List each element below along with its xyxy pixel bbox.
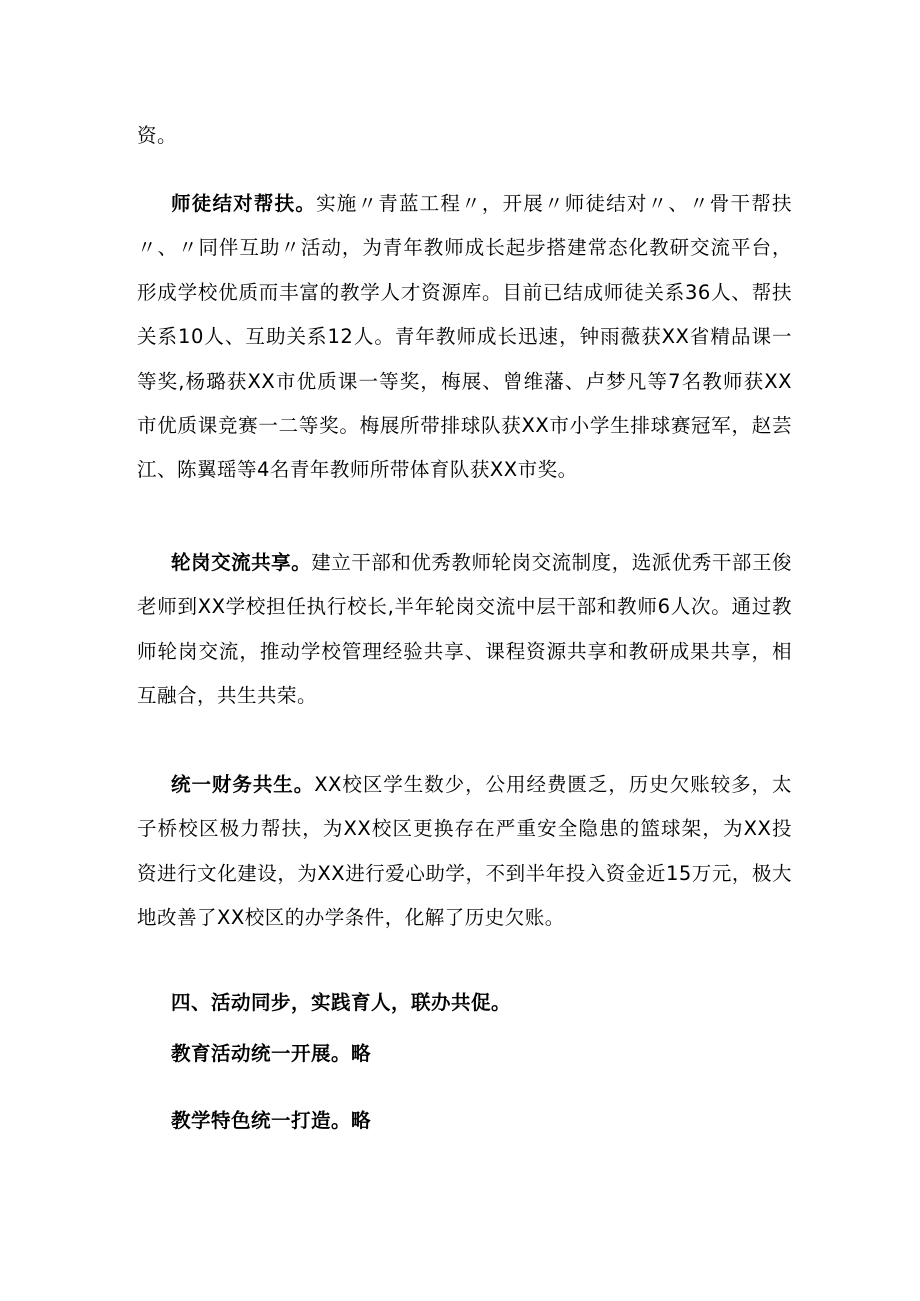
subheading-education-activities: 教育活动统一开展。略 (171, 1042, 372, 1065)
paragraph-rotation (137, 541, 792, 719)
paragraph-text: XX校区学生数少，公用经费匮乏，历史欠账较多，太子桥校区极力帮扶，为XX校区更换存在严重安全隐患的篮球架，为XX投资进行文化建设，为XX进行爱心助学，不到半年投入资金近15万元，极大地改善了XX校区的办学条件，化解了历史欠账。 (137, 773, 792, 930)
paragraph-lead: 师徒结对帮扶。 (171, 192, 317, 215)
paragraph-continuation (137, 114, 792, 158)
paragraph-mentorship (137, 182, 792, 493)
paragraph-text: 实施〃青蓝工程〃，开展〃师徒结对〃、〃骨干帮扶〃、〃同伴互助〃活动，为青年教师成长起步搭建常态化教研交流平台，形成学校优质而丰富的教学人才资源库。目前已结成师徒关系36人、帮扶关系10人、互助关系12人。青年教师成长迅速，钟雨薇获XX省精品课一等奖,杨璐获XX市优质课一等奖，梅展、曾维藩、卢梦凡等7名教师获XX市优质课竞赛一二等奖。梅展所带排球队获XX市小学生排球赛冠军，赵芸江、陈翼瑶等4名青年教师所带体育队获XX市奖。 (137, 192, 792, 482)
paragraph-text: 资。 (137, 124, 178, 147)
section-heading: 四、活动同步，实践育人，联办共促。 (171, 991, 512, 1014)
subheading-teaching-features: 教学特色统一打造。略 (171, 1109, 372, 1132)
paragraph-finance (137, 763, 792, 941)
paragraph-lead: 统一财务共生。 (171, 773, 315, 796)
paragraph-text: 建立干部和优秀教师轮岗交流制度，选派优秀干部王俊老师到XX学校担任执行校长,半年轮岗交流中层干部和教师6人次。通过教师轮岗交流，推动学校管理经验共享、课程资源共享和教研成果共享，相互融合，共生共荣。 (137, 551, 792, 708)
paragraph-lead: 轮岗交流共享。 (171, 551, 312, 574)
